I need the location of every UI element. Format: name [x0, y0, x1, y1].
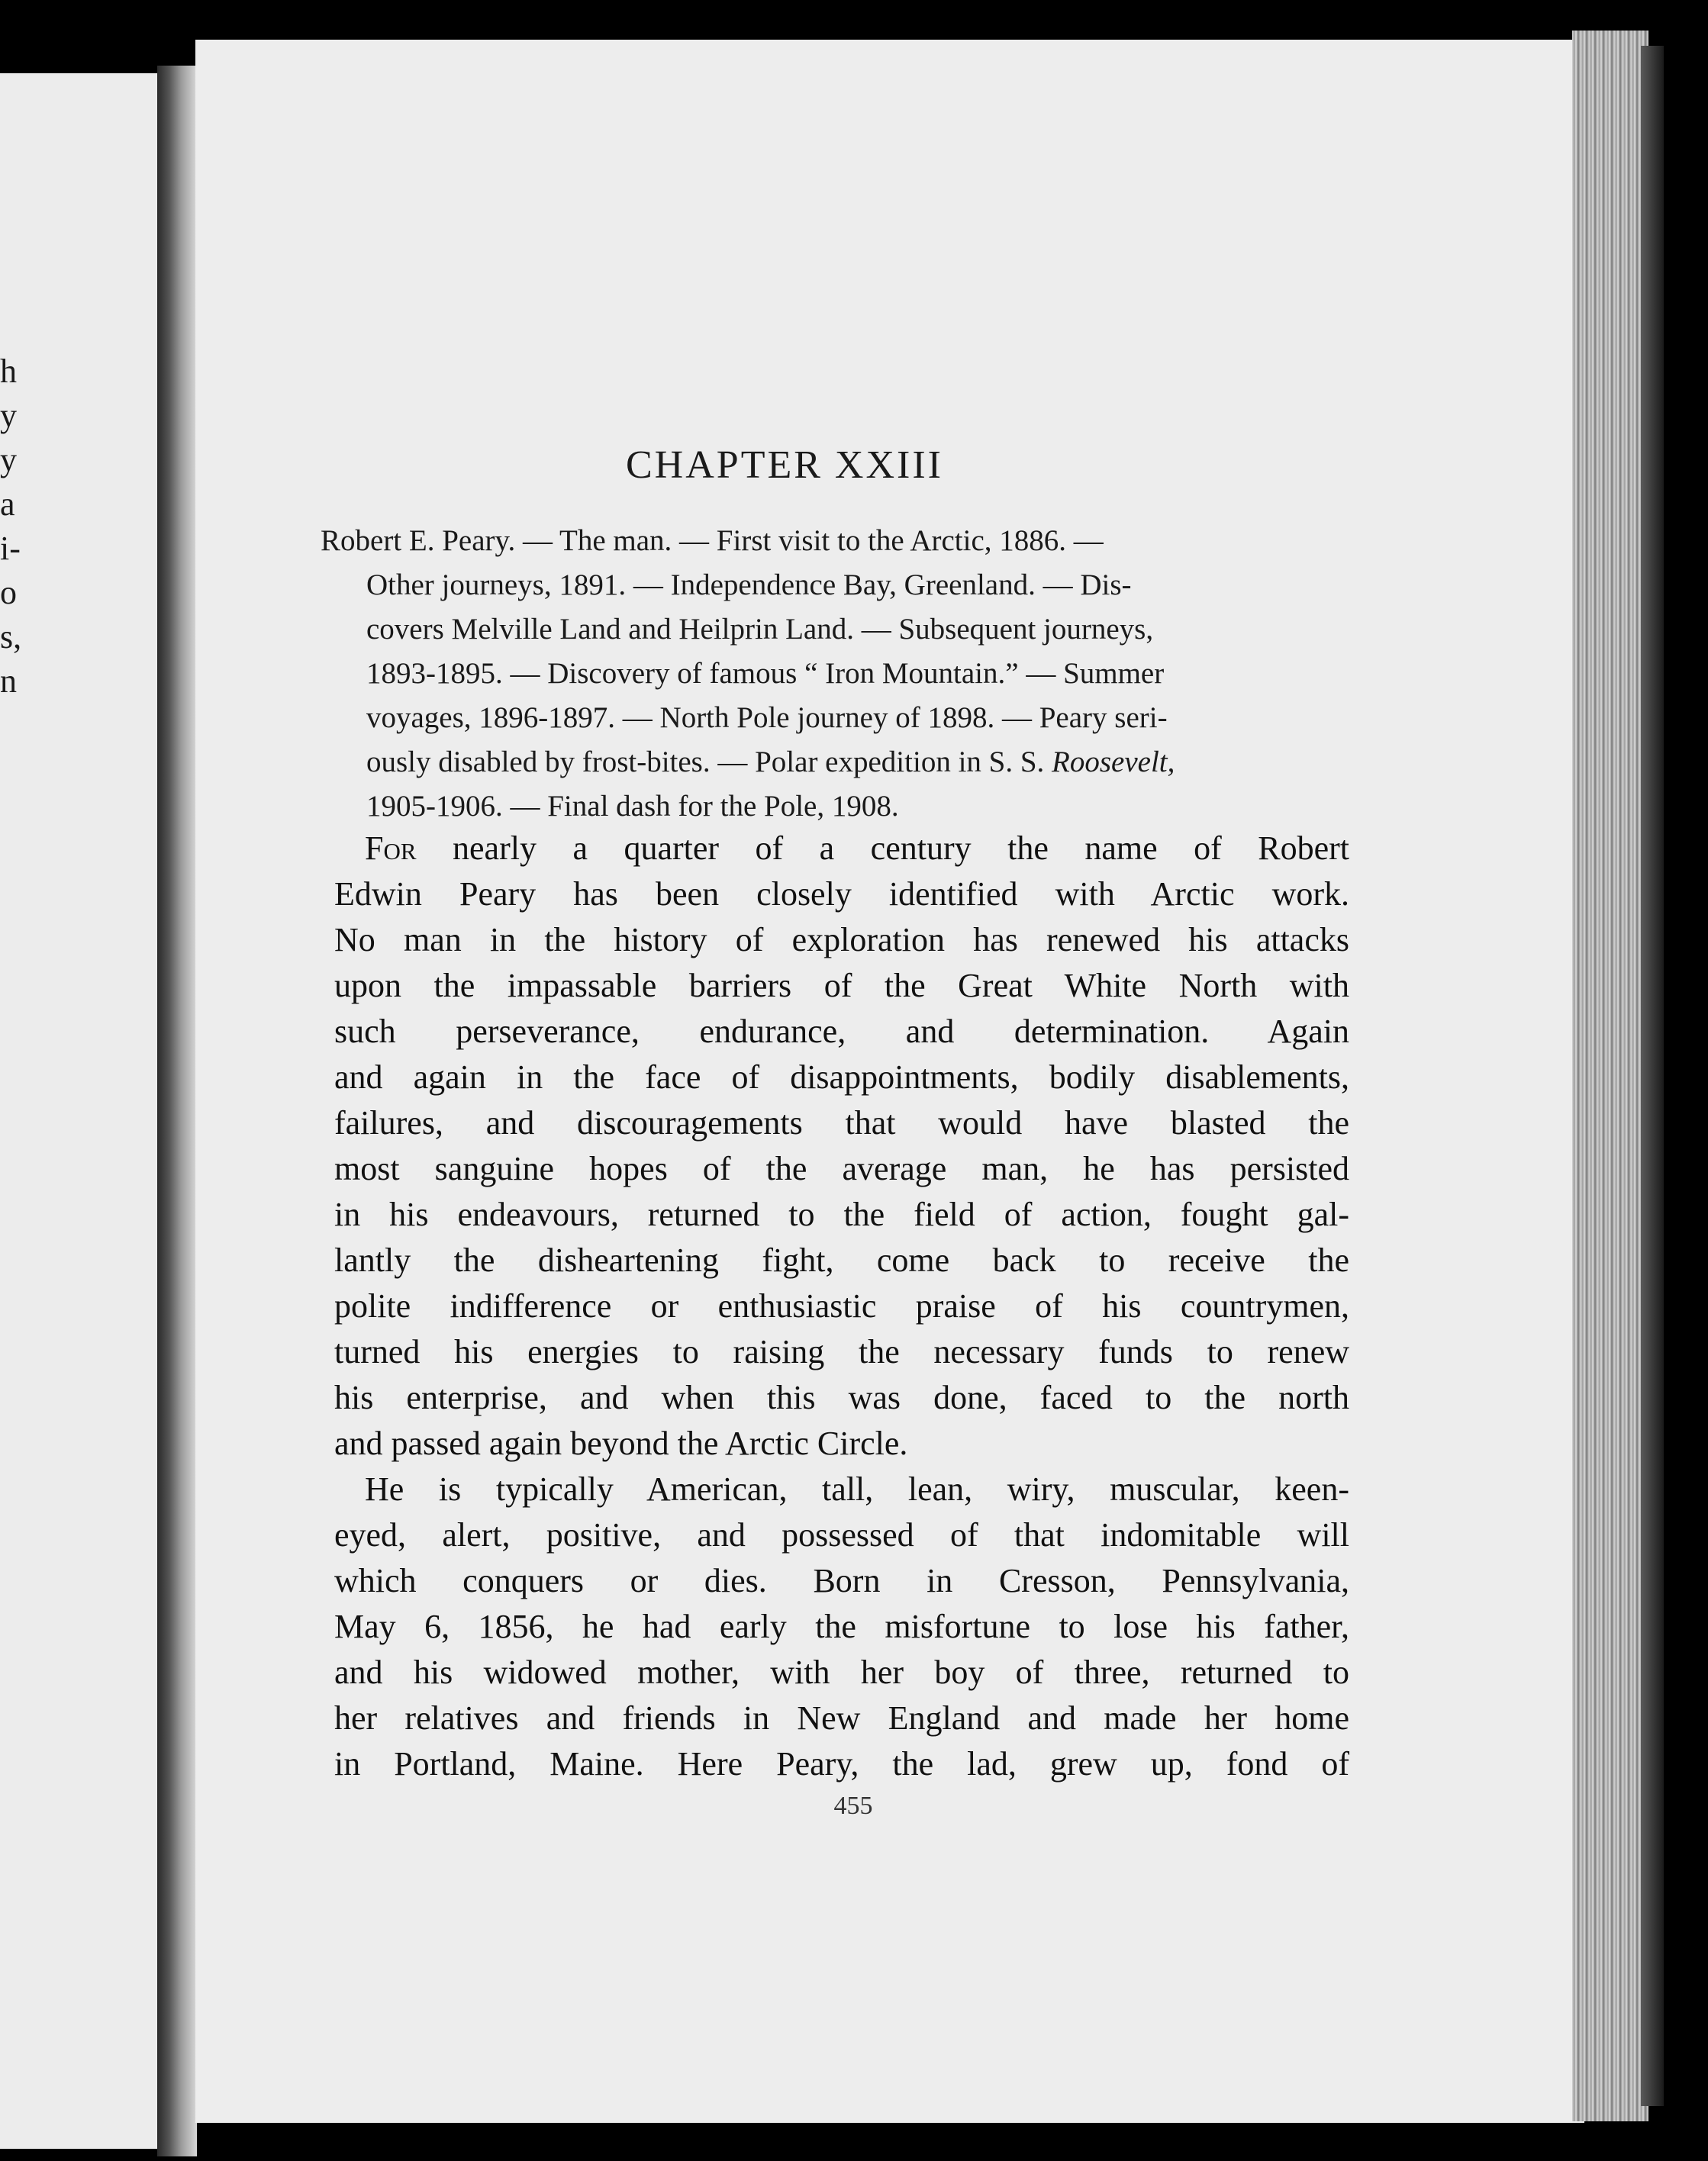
cut-letter: y: [0, 441, 17, 478]
paragraph-text: nearly a quarter of a century the name of Robert: [416, 829, 1349, 867]
summary-line: 1893-1895. — Discovery of famous “ Iron Mountain.” — Summer: [366, 657, 1165, 690]
paragraph-line: failures, and discouragements that would have blasted the: [334, 1104, 1349, 1142]
page-edges: [1572, 31, 1648, 2121]
paragraph-line: [334, 826, 1349, 871]
summary-line: Other journeys, 1891. — Independence Bay, Greenland. — Dis-: [366, 568, 1132, 601]
cut-letter: h: [0, 353, 17, 390]
chapter-title: CHAPTER XXIII: [626, 443, 943, 487]
book-gutter: [157, 66, 197, 2156]
summary-line: 1905-1906. — Final dash for the Pole, 1908.: [366, 790, 899, 823]
summary-line: covers Melville Land and Heilprin Land. — Subsequent journeys,: [366, 613, 1154, 646]
left-facing-page: [0, 73, 157, 2149]
paragraph-line: No man in the history of exploration has renewed his attacks: [334, 921, 1349, 958]
paragraph-line: and again in the face of disappointments, bodily disablements,: [334, 1058, 1349, 1096]
paragraph-line: in Portland, Maine. Here Peary, the lad, grew up, fond of: [334, 1745, 1349, 1783]
paragraph-line: and his widowed mother, with her boy of three, returned to: [334, 1654, 1349, 1691]
cut-letter: o: [0, 574, 17, 611]
paragraph-line: his enterprise, and when this was done, faced to the north: [334, 1379, 1349, 1416]
cut-letter: y: [0, 397, 17, 434]
left-page-cut-text: [0, 349, 46, 704]
paragraph-line: upon the impassable barriers of the Great White North with: [334, 967, 1349, 1004]
summary-line: Robert E. Peary. — The man. — First visit to the Arctic, 1886. —: [321, 524, 1104, 557]
paragraph-line: her relatives and friends in New England and made her home: [334, 1699, 1349, 1737]
summary-text: ously disabled by frost-bites. — Polar expedition in S. S.: [366, 746, 1052, 778]
paragraph-line: polite indifference or enthusiastic praise of his countrymen,: [334, 1287, 1349, 1325]
paragraph-line: He is typically American, tall, lean, wiry, muscular, keen-: [365, 1470, 1349, 1508]
cut-letter: i-: [0, 530, 21, 567]
book-cover-edge: [1641, 46, 1664, 2106]
paragraph-line: Edwin Peary has been closely identified with Arctic work.: [334, 875, 1349, 913]
summary-line: [321, 740, 1343, 784]
summary-line: voyages, 1896-1897. — North Pole journey of 1898. — Peary seri-: [366, 701, 1168, 734]
chapter-summary: [321, 519, 1343, 829]
paragraph-line: in his endeavours, returned to the field of action, fought gal-: [334, 1196, 1349, 1233]
chapter-body: [334, 826, 1349, 1787]
paragraph-line: such perseverance, endurance, and determination. Again: [334, 1013, 1349, 1050]
cut-letter: a: [0, 485, 15, 523]
opening-word: For: [365, 829, 417, 867]
cut-letter: s,: [0, 618, 22, 655]
paragraph-line: most sanguine hopes of the average man, he has persisted: [334, 1150, 1349, 1187]
paragraph-line: and passed again beyond the Arctic Circle.: [334, 1425, 908, 1462]
paragraph-line: lantly the disheartening fight, come back to receive the: [334, 1242, 1349, 1279]
paragraph-line: May 6, 1856, he had early the misfortune to lose his father,: [334, 1608, 1349, 1645]
paragraph-line: eyed, alert, positive, and possessed of that indomitable will: [334, 1516, 1349, 1554]
paragraph-line: turned his energies to raising the necessary funds to renew: [334, 1333, 1349, 1370]
ship-name: Roosevelt,: [1052, 746, 1175, 778]
cut-letter: n: [0, 662, 17, 700]
paragraph-line: which conquers or dies. Born in Cresson, Pennsylvania,: [334, 1562, 1349, 1599]
page-number: 455: [833, 1792, 873, 1820]
